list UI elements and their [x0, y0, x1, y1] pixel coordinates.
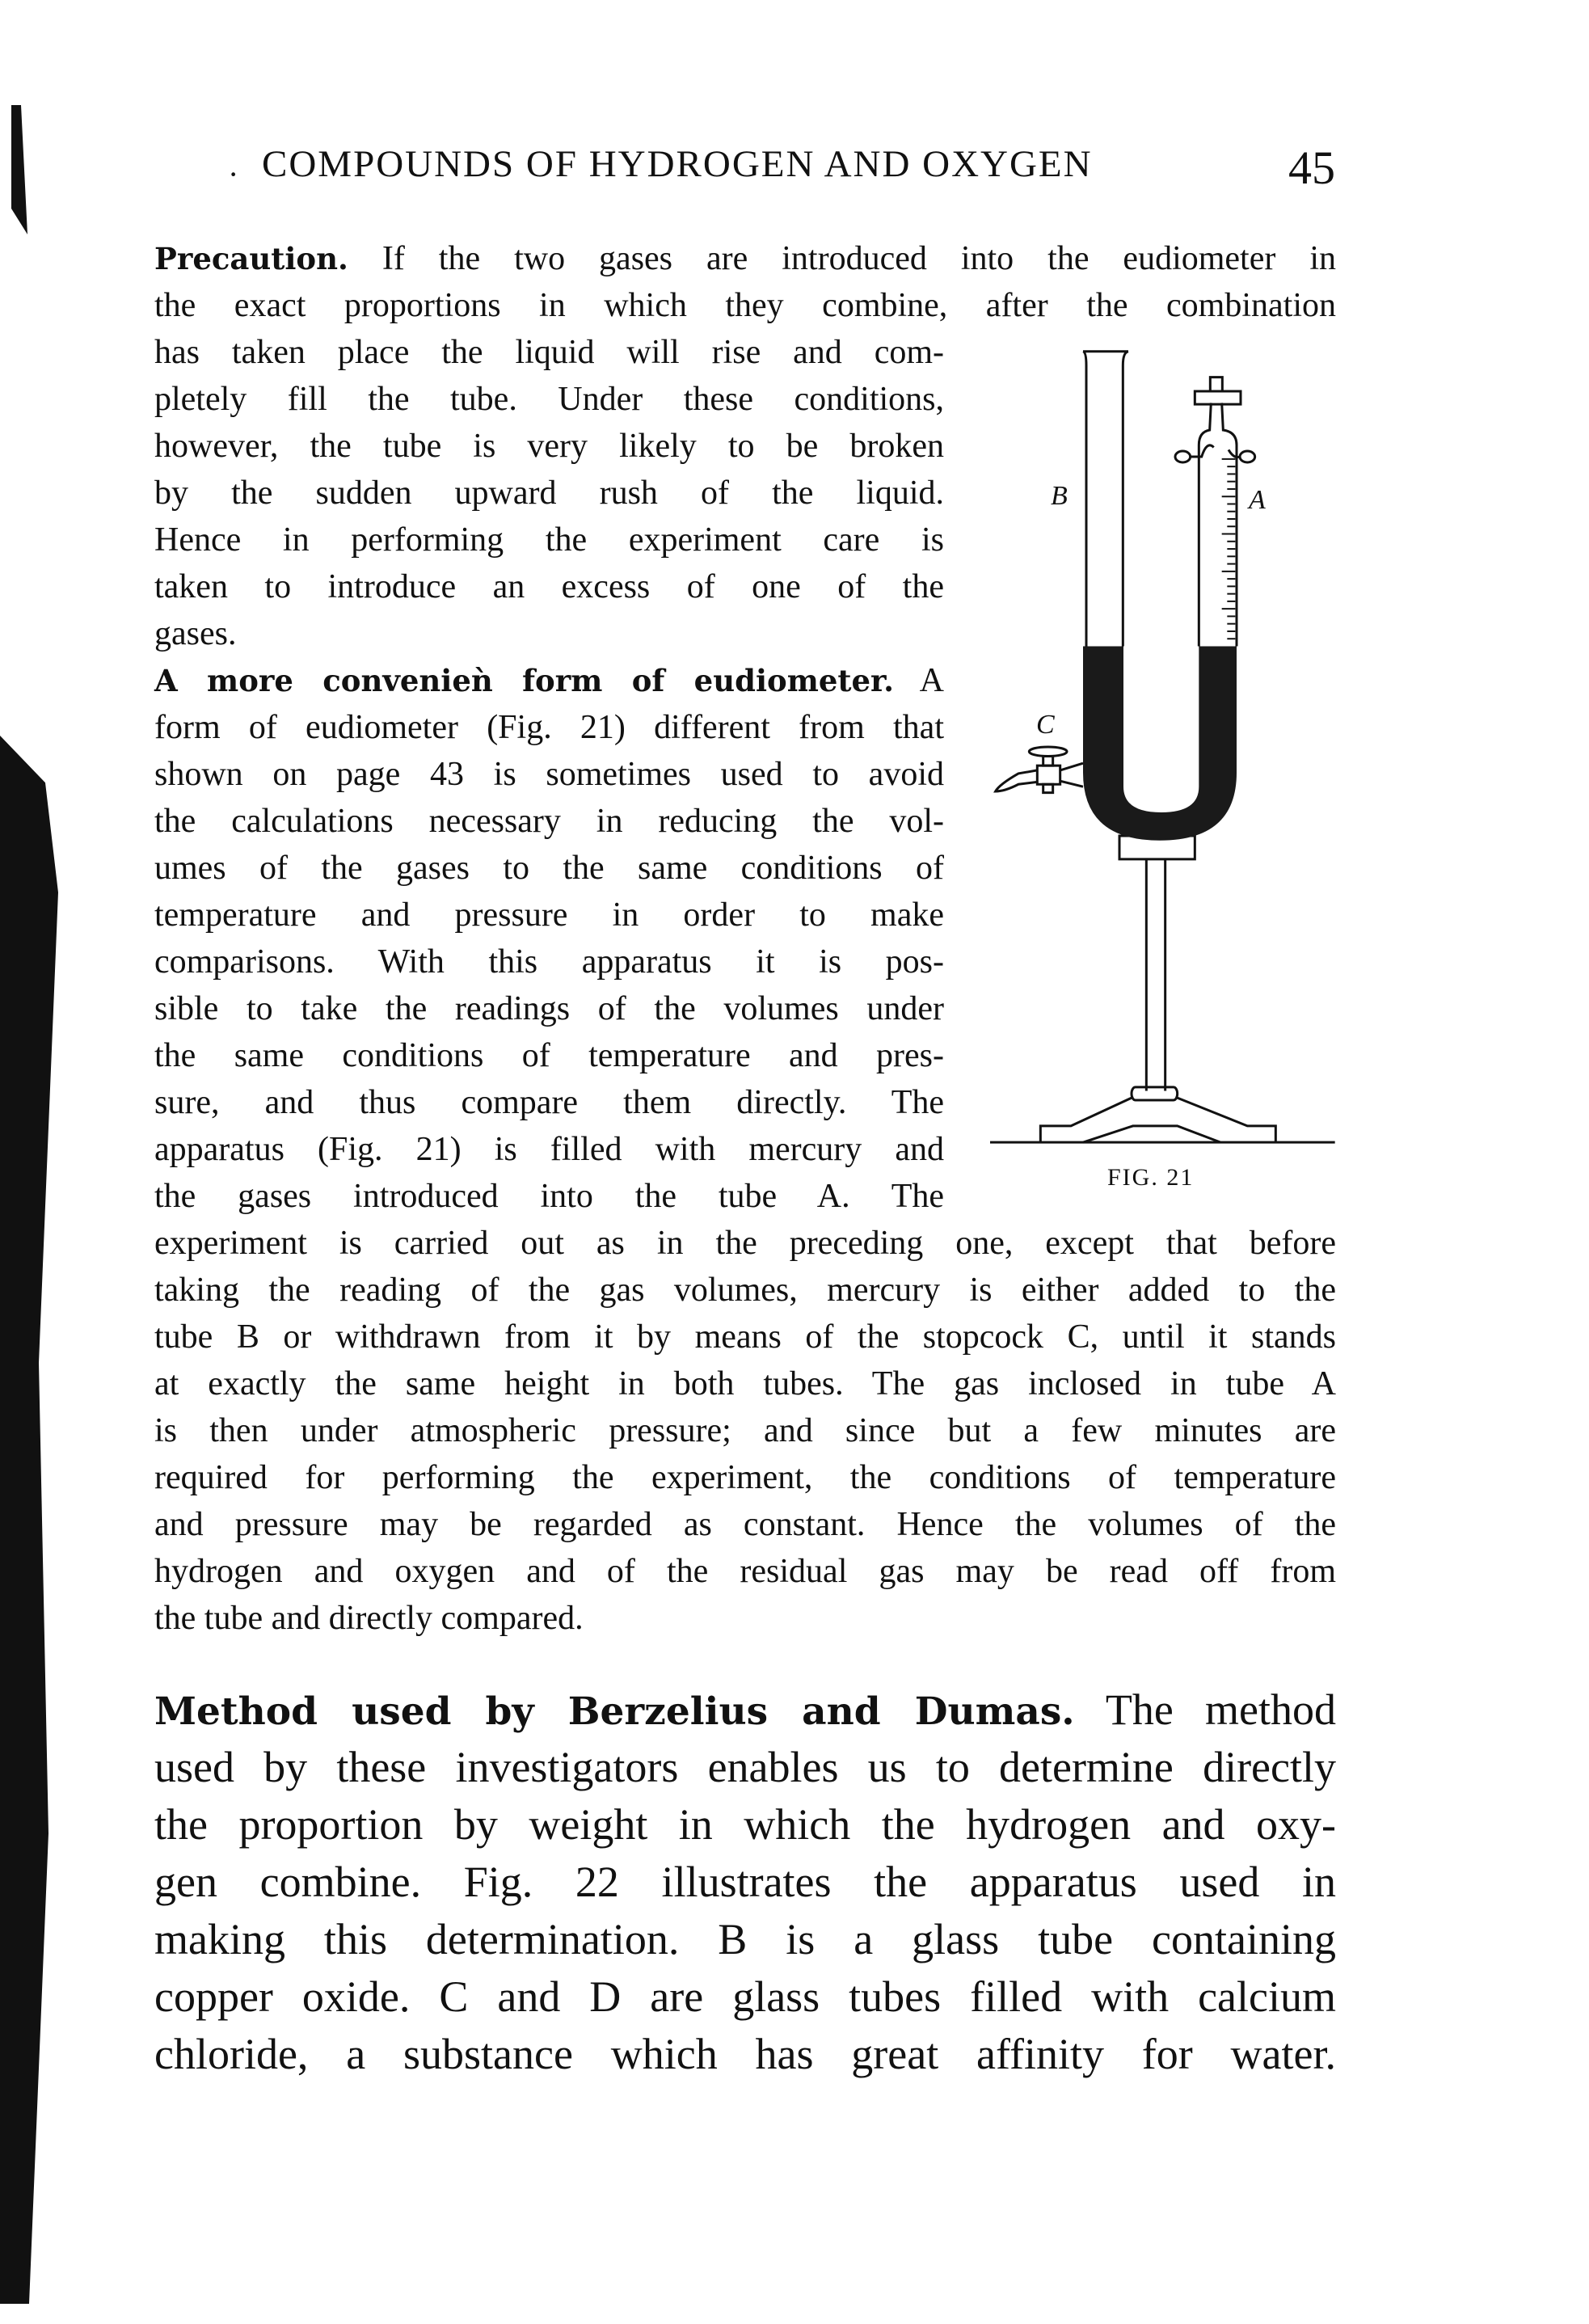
text-line: [154, 329, 944, 376]
line-text: the exact proportions in which they combine, after the combination: [154, 287, 1336, 324]
text-line: [154, 704, 944, 751]
text-line: [154, 1220, 1336, 1267]
line-text: umes of the gases to the same conditions of: [154, 850, 944, 887]
paragraph-heading: Precaution.: [154, 241, 348, 276]
line-text: gen combine. Fig. 22 illustrates the apparatus used in: [154, 1858, 1336, 1906]
line-text: Hence in performing the experiment care is: [154, 521, 944, 559]
line-text: experiment is carried out as in the preceding one, except that before: [154, 1225, 1336, 1262]
text-line: [154, 1126, 944, 1173]
text-line: [154, 470, 944, 517]
figure-21-eudiometer: [970, 323, 1374, 1213]
line-text: however, the tube is very likely to be broken: [154, 428, 944, 465]
text-line: [154, 751, 944, 798]
text-line: [154, 235, 1336, 282]
line-text: the same conditions of temperature and pres-: [154, 1037, 944, 1074]
page-number: 45: [1288, 141, 1335, 194]
line-text: making this determination. B is a glass tube containing: [154, 1915, 1336, 1963]
text-line: [154, 376, 944, 423]
line-text: required for performing the experiment, the conditions of temperature: [154, 1459, 1336, 1496]
line-text: the gases introduced into the tube A. The: [154, 1178, 944, 1215]
mercury-fill: [1083, 646, 1237, 840]
scan-edge-mark: [11, 105, 27, 234]
label-c: C: [1036, 710, 1055, 740]
line-text: The method: [1074, 1685, 1337, 1734]
line-text: tube B or withdrawn from it by means of the stopcock C, until it stands: [154, 1318, 1336, 1356]
text-line: [154, 1360, 1336, 1407]
line-text: A: [894, 662, 944, 699]
label-a: A: [1249, 485, 1266, 515]
section-heading: Method used by Berzelius and Dumas.: [154, 1689, 1075, 1734]
text-line: [154, 1595, 1336, 1642]
text-line: [154, 892, 944, 938]
line-text: has taken place the liquid will rise and com-: [154, 334, 944, 371]
line-text: hydrogen and oxygen and of the residual gas may be read off from: [154, 1553, 1336, 1590]
text-line: [154, 1267, 1336, 1314]
line-text: chloride, a substance which has great affinity for water.: [154, 2030, 1336, 2078]
text-line: [154, 938, 944, 985]
text-line: [154, 1681, 1336, 1739]
line-text: used by these investigators enables us to determine directly: [154, 1743, 1336, 1791]
line-text: taken to introduce an excess of one of the: [154, 568, 944, 605]
line-text: pletely fill the tube. Under these conditions,: [154, 381, 944, 418]
line-text: copper oxide. C and D are glass tubes filled with calcium: [154, 1972, 1336, 2021]
text-line: [154, 1173, 944, 1220]
text-line: [154, 657, 944, 704]
figure-caption: FIG. 21: [1107, 1164, 1195, 1191]
text-line: [154, 845, 944, 892]
line-text: is then under atmospheric pressure; and since but a few minutes are: [154, 1412, 1336, 1449]
text-line: [154, 1314, 1336, 1360]
line-text: temperature and pressure in order to make: [154, 896, 944, 934]
line-text: shown on page 43 is sometimes used to avoid: [154, 756, 944, 793]
text-line: [154, 1739, 1336, 1796]
text-line: [154, 1407, 1336, 1454]
text-line: [154, 517, 944, 563]
text-line: [154, 1911, 1336, 1968]
text-line: [154, 1548, 1336, 1595]
line-text: the calculations necessary in reducing the vol-: [154, 803, 944, 840]
text-line: [154, 1796, 1336, 1854]
text-line: [154, 2026, 1336, 2083]
text-line: [154, 1501, 1336, 1548]
header-title: COMPOUNDS OF HYDROGEN AND OXYGEN: [262, 143, 1093, 185]
line-text: the tube and directly compared.: [154, 1600, 584, 1637]
text-line: [154, 610, 944, 657]
line-text: sible to take the readings of the volumes under: [154, 990, 944, 1027]
line-text: by the sudden upward rush of the liquid.: [154, 475, 944, 512]
running-header: [228, 137, 1335, 196]
text-line: [154, 1854, 1336, 1911]
scan-edge-shadow: [0, 736, 65, 2304]
line-text: and pressure may be regarded as constant. Hence the volumes of the: [154, 1506, 1336, 1543]
header-dot: ·: [228, 156, 239, 192]
text-line: [154, 1032, 944, 1079]
line-text: form of eudiometer (Fig. 21) different from that: [154, 709, 944, 746]
text-line: [154, 423, 944, 470]
text-line: [154, 1454, 1336, 1501]
paragraph-heading: A more convenieǹ form of eudiometer.: [154, 663, 895, 698]
label-b: B: [1051, 481, 1068, 511]
large-text-block: [154, 1681, 1336, 2083]
graduation-marks: [1222, 459, 1236, 639]
text-line: [154, 1968, 1336, 2026]
line-text: gases.: [154, 615, 237, 652]
line-text: sure, and thus compare them directly. The: [154, 1084, 944, 1121]
text-line: [154, 985, 944, 1032]
line-text: taking the reading of the gas volumes, mercury is either added to the: [154, 1272, 1336, 1309]
line-text: If the two gases are introduced into the eudiometer in: [348, 240, 1336, 277]
text-line: [154, 563, 944, 610]
line-text: comparisons. With this apparatus it is pos-: [154, 943, 944, 981]
line-text: apparatus (Fig. 21) is filled with mercury and: [154, 1131, 944, 1168]
line-text: the proportion by weight in which the hydrogen and oxy-: [154, 1800, 1336, 1849]
text-line: [154, 798, 944, 845]
line-text: at exactly the same height in both tubes. The gas inclosed in tube A: [154, 1365, 1336, 1402]
text-line: [154, 1079, 944, 1126]
u-tube-eudiometer-drawing: [970, 323, 1374, 1213]
text-line: [154, 282, 1336, 329]
